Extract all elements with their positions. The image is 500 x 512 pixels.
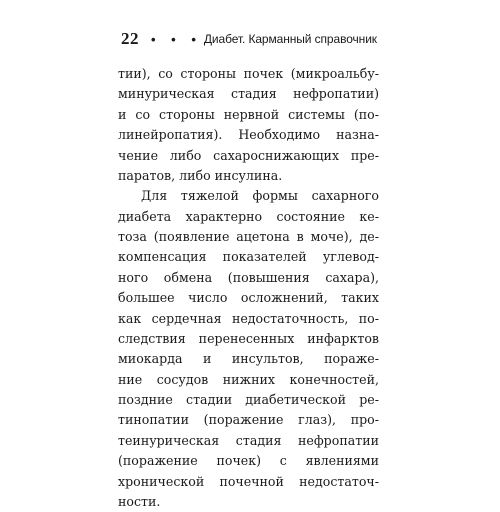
- paragraph-2-line: тоза (появление ацетона в моче), де-: [118, 229, 379, 245]
- header-separator-dots: • • •: [151, 31, 202, 47]
- paragraph-1-line: тии), со стороны почек (микроальбу-: [118, 66, 379, 81]
- paragraph-2-line: ние сосудов нижних конечностей,: [118, 371, 379, 387]
- paragraph-2-line: компенсация показателей углевод-: [118, 249, 379, 265]
- paragraph-2-line: тинопатии (поражение глаз), про-: [118, 412, 379, 428]
- paragraph-2-line: как сердечная недостаточность, по-: [118, 310, 379, 326]
- paragraph-2-line: следствия перенесенных инфарктов: [118, 330, 379, 346]
- paragraph-2-line: диабета характерно состояние ке-: [118, 208, 379, 224]
- paragraph-1-line: и со стороны нервной системы (по-: [118, 106, 379, 122]
- paragraph-2-line: ного обмена (повышения сахара),: [118, 269, 379, 285]
- paragraph-2-line: теинурическая стадия нефропатии: [118, 432, 379, 448]
- paragraph-2-line: хронической почечной недостаточ-: [118, 473, 379, 489]
- paragraph-2-line: поздние стадии диабетической ре-: [118, 392, 379, 408]
- paragraph-1-line: минурическая стадия нефропатии): [118, 86, 379, 102]
- running-head: [121, 27, 377, 51]
- paragraph-1-line: линейропатия). Необходимо назна-: [118, 127, 379, 143]
- paragraph-2-line: Для тяжелой формы сахарного: [141, 188, 379, 204]
- paragraph-2-line: ности.: [118, 494, 161, 509]
- paragraph-2-line: большее число осложнений, таких: [118, 290, 379, 306]
- page-number: 22: [121, 29, 139, 48]
- paragraph-2-line: миокарда и инсультов, пораже-: [118, 351, 379, 367]
- paragraph-1-line: паратов, либо инсулина.: [118, 167, 283, 183]
- book-title: Диабет. Карманный справочник: [203, 32, 377, 46]
- paragraph-2-line: (поражение почек) с явлениями: [118, 453, 379, 469]
- paragraph-1-line: чение либо сахароснижающих пре-: [118, 147, 379, 163]
